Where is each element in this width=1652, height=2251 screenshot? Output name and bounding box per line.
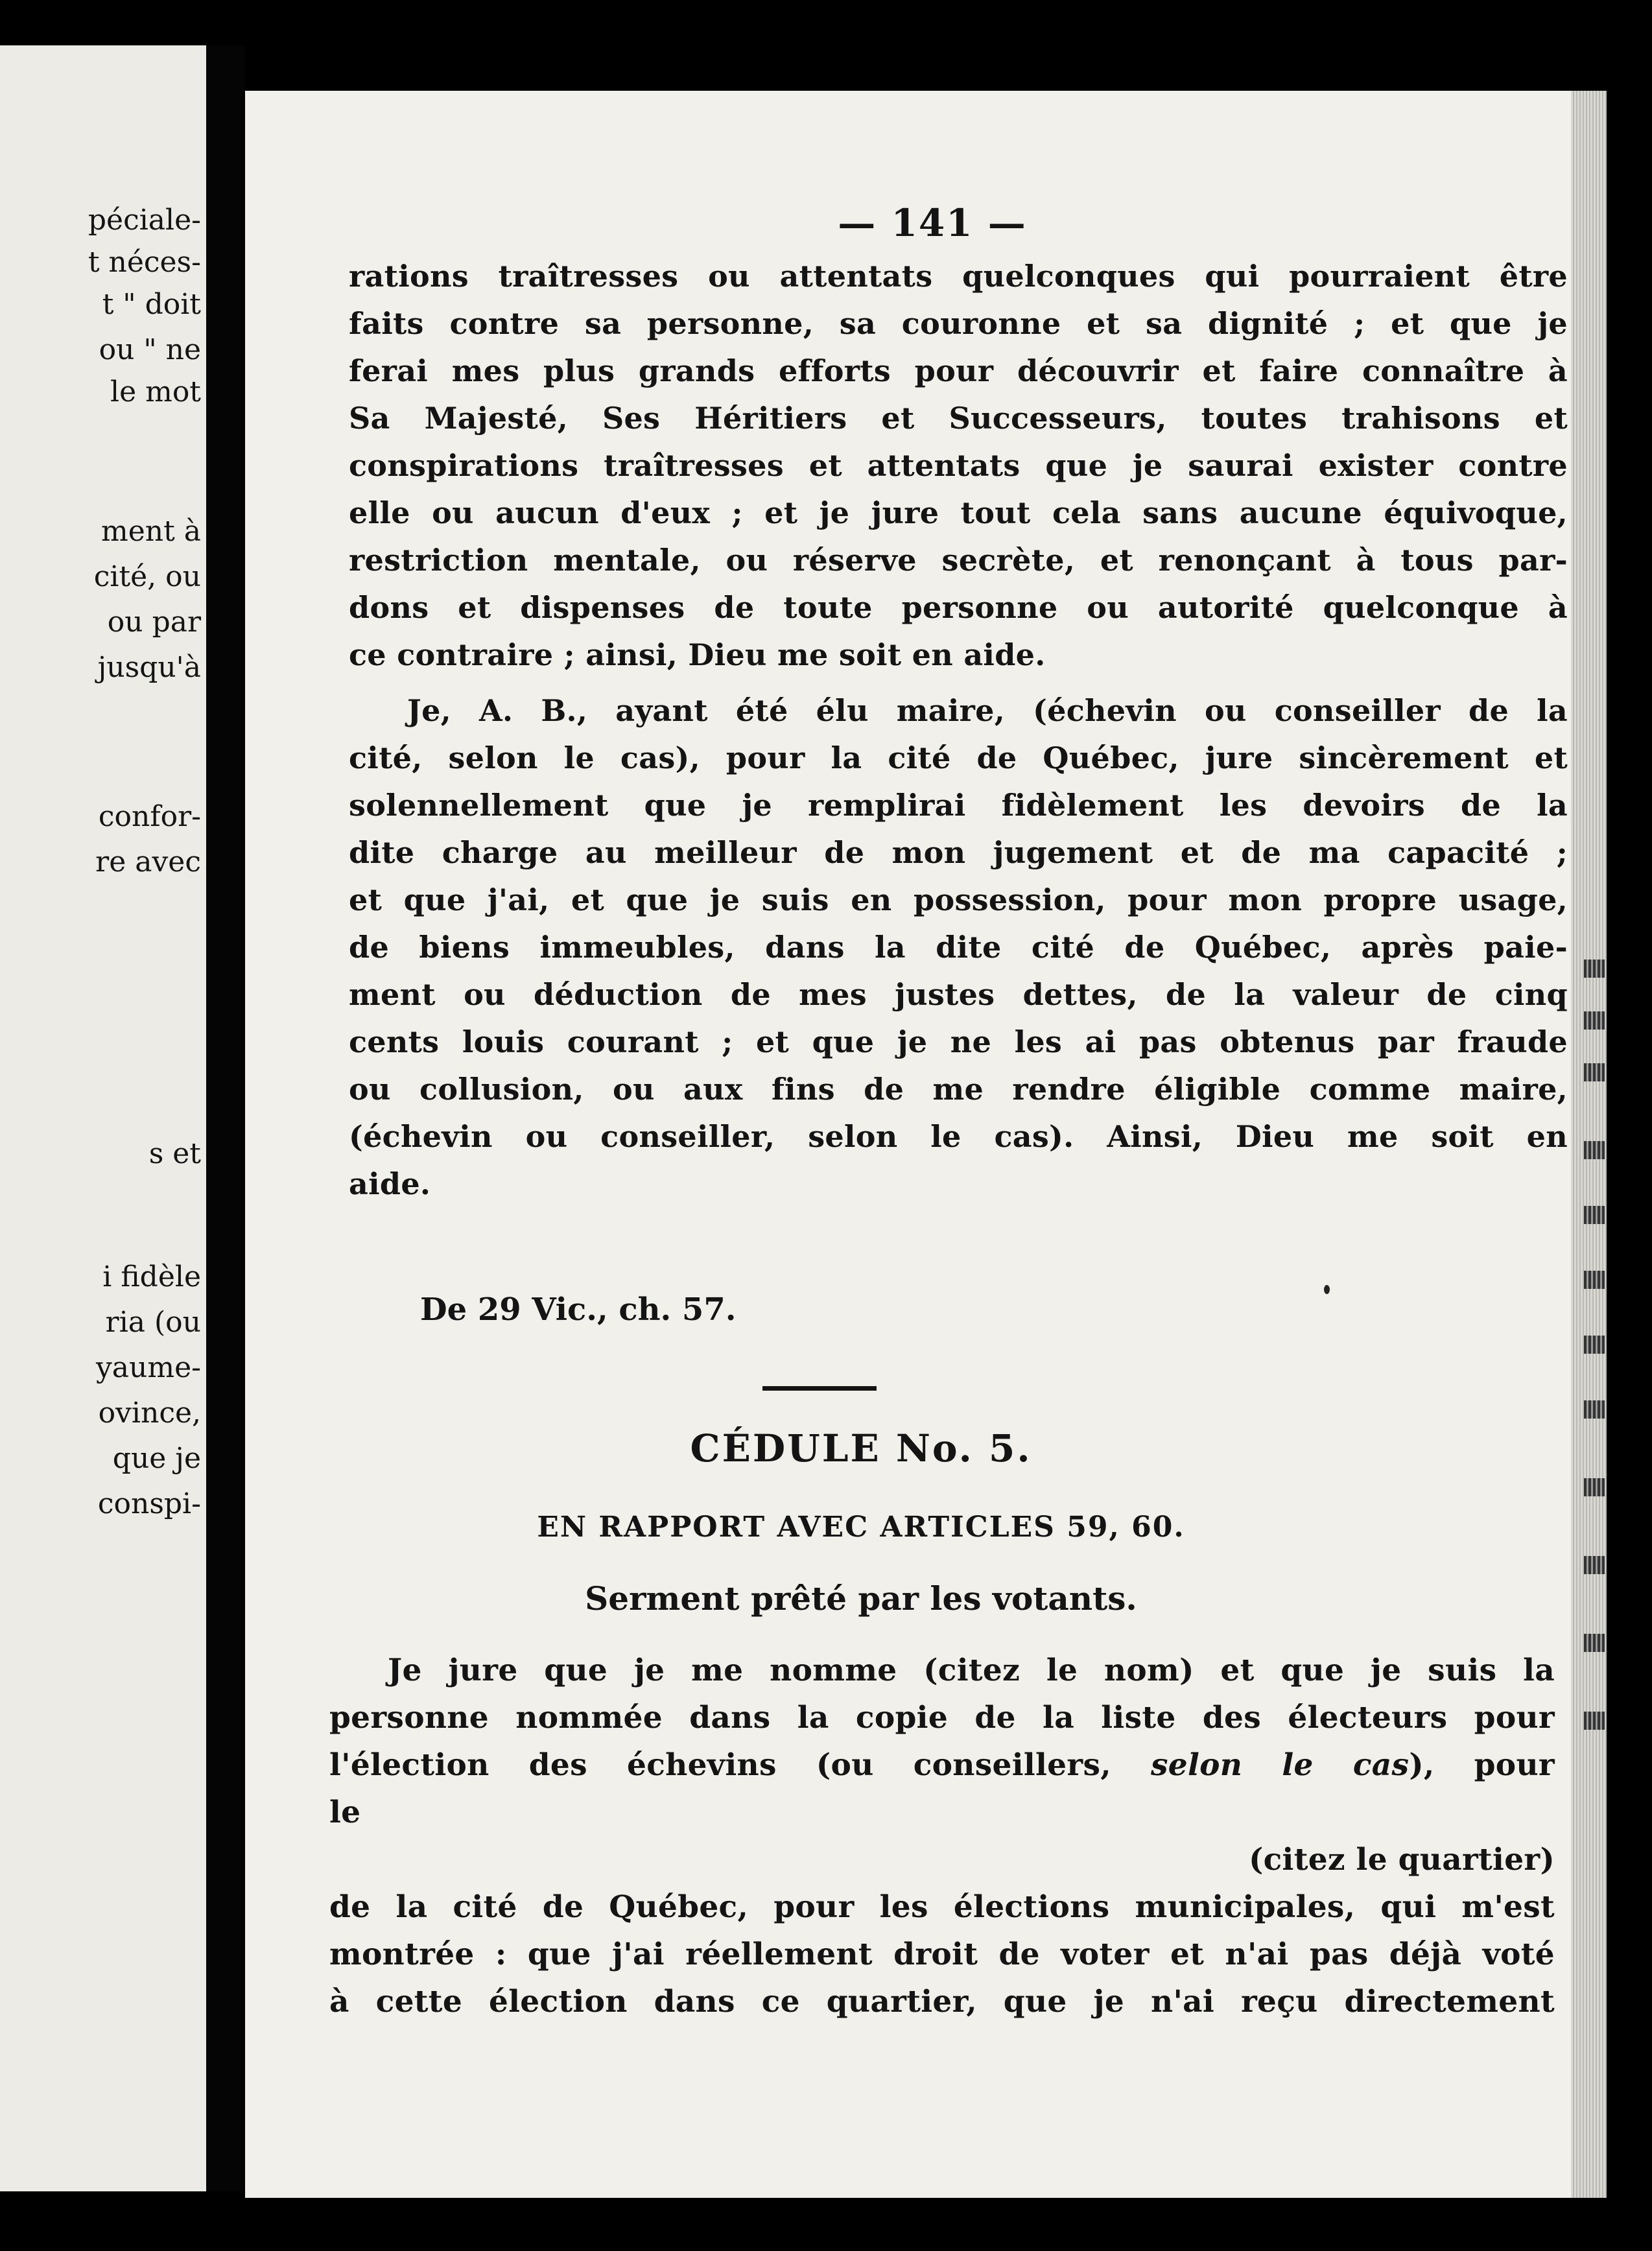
- voter-oath-text: l'élection des échevins (ou conseillers,: [329, 1747, 1111, 1783]
- left-page-line: que je: [112, 1442, 201, 1475]
- left-page-line: ment à: [101, 515, 201, 548]
- page-edge-mark: [1584, 960, 1605, 978]
- left-page-line: ovince,: [98, 1397, 201, 1430]
- mayor-oath-line: (échevin ou conseiller, selon le cas). Ainsi, Dieu me soit en: [349, 1119, 1568, 1154]
- left-page-line: péciale-: [88, 204, 201, 237]
- mayor-oath: [349, 687, 1568, 1208]
- page-edge-mark: [1584, 1063, 1605, 1081]
- left-page-line: confor-: [98, 800, 201, 833]
- mayor-oath-line: solennellement que je remplirai fidèlement les devoirs de la: [349, 788, 1568, 823]
- mayor-oath-line: dite charge au meilleur de mon jugement et de ma capacité ;: [349, 835, 1568, 870]
- oath-continuation-line: elle ou aucun d'eux ; et je jure tout cela sans aucune équivoque,: [349, 495, 1568, 530]
- voter-oath-line: personne nommée dans la copie de la liste des électeurs pour: [329, 1700, 1555, 1736]
- page-edge-mark: [1584, 1478, 1605, 1496]
- voter-oath-line: (citez le quartier): [1249, 1842, 1555, 1878]
- left-page-line: i fidèle: [102, 1260, 201, 1293]
- schedule-subtitle: EN RAPPORT AVEC ARTICLES 59, 60.: [537, 1511, 1185, 1544]
- facing-left-page: [0, 45, 206, 2191]
- voter-oath-line: de la cité de Québec, pour les élections municipales, qui m'est: [329, 1889, 1555, 1925]
- left-page-line: ria (ou: [105, 1306, 201, 1339]
- mayor-oath-line: cents louis courant ; et que je ne les ai pas obtenus par fraude: [349, 1024, 1568, 1059]
- print-speck: [1324, 1285, 1330, 1294]
- page-edge-mark: [1584, 1400, 1605, 1419]
- page-edge-mark: [1584, 1712, 1605, 1730]
- voter-oath-line: à cette élection dans ce quartier, que je n'ai reçu directement: [329, 1984, 1555, 2020]
- page-edge-mark: [1584, 1271, 1605, 1289]
- oath-continuation-line: Sa Majesté, Ses Héritiers et Successeurs, toutes trahisons et: [349, 401, 1568, 436]
- mayor-oath-line: de biens immeubles, dans la dite cité de Québec, après paie-: [349, 930, 1568, 965]
- page-141: [245, 91, 1571, 2198]
- section-rule: [762, 1386, 877, 1391]
- mayor-oath-line: cité, selon le cas), pour la cité de Québec, jure sincèrement et: [349, 740, 1568, 775]
- page-edge-mark: [1584, 1141, 1605, 1159]
- voter-oath-line: [329, 1741, 1555, 1789]
- oath-continuation-line: restriction mentale, ou réserve secrète, et renonçant à tous par-: [349, 543, 1568, 578]
- left-page-line: le mot: [110, 375, 201, 408]
- voter-oath-italic: selon le cas: [1151, 1747, 1410, 1783]
- oath-continuation-line: faits contre sa personne, sa couronne et sa dignité ; et que je: [349, 306, 1568, 341]
- mayor-oath-line: Je, A. B., ayant été élu maire, (échevin ou conseiller de la: [407, 693, 1568, 728]
- page-edge-mark: [1584, 1206, 1605, 1224]
- left-page-line: t " doit: [102, 288, 201, 321]
- oath-continuation-line: ce contraire ; ainsi, Dieu me soit en aide.: [349, 637, 1046, 672]
- voter-oath-text: ), pour: [1409, 1747, 1555, 1783]
- voter-oath: [329, 1647, 1555, 2025]
- mayor-oath-line: ou collusion, ou aux fins de me rendre éligible comme maire,: [349, 1072, 1568, 1107]
- oath-continuation-line: rations traîtresses ou attentats quelconques qui pourraient être: [349, 259, 1568, 294]
- oath-continuation-line: dons et dispenses de toute personne ou autorité quelconque à: [349, 590, 1568, 625]
- oath-continuation-line: ferai mes plus grands efforts pour découvrir et faire connaître à: [349, 353, 1568, 388]
- page-edge-mark: [1584, 1011, 1605, 1030]
- left-page-line: jusqu'à: [97, 651, 201, 684]
- oath-continuation-line: conspirations traîtresses et attentats que je saurai exister contre: [349, 448, 1568, 483]
- page-edge: [1571, 91, 1607, 2198]
- schedule-heading: Serment prêté par les votants.: [585, 1579, 1137, 1618]
- left-page-line: ou " ne: [99, 333, 201, 366]
- left-page-line: conspi-: [97, 1487, 201, 1520]
- left-page-line: ou par: [107, 606, 201, 639]
- left-page-line: s et: [148, 1137, 201, 1170]
- mayor-oath-line: et que j'ai, et que je suis en possession, pour mon propre usage,: [349, 882, 1568, 917]
- voter-oath-line: montrée : que j'ai réellement droit de voter et n'ai pas déjà voté: [329, 1937, 1555, 1972]
- page-edge-mark: [1584, 1634, 1605, 1652]
- left-page-line: yaume-: [95, 1351, 201, 1384]
- mayor-oath-line: aide.: [349, 1166, 431, 1201]
- oath-continuation: [349, 253, 1568, 679]
- page-number: — 141 —: [838, 201, 1027, 245]
- voter-oath-line: Je jure que je me nomme (citez le nom) et que je suis la: [388, 1653, 1555, 1688]
- page-edge-mark: [1584, 1336, 1605, 1354]
- mayor-oath-line: ment ou déduction de mes justes dettes, de la valeur de cinq: [349, 977, 1568, 1012]
- left-page-line: t néces-: [88, 246, 201, 279]
- left-page-line: re avec: [95, 845, 201, 878]
- voter-oath-line: le: [329, 1795, 361, 1830]
- left-page-line: cité, ou: [93, 560, 201, 593]
- source-reference: De 29 Vic., ch. 57.: [420, 1291, 737, 1328]
- book-gutter: [206, 45, 245, 2191]
- schedule-title: CÉDULE No. 5.: [690, 1426, 1032, 1470]
- page-edge-mark: [1584, 1556, 1605, 1574]
